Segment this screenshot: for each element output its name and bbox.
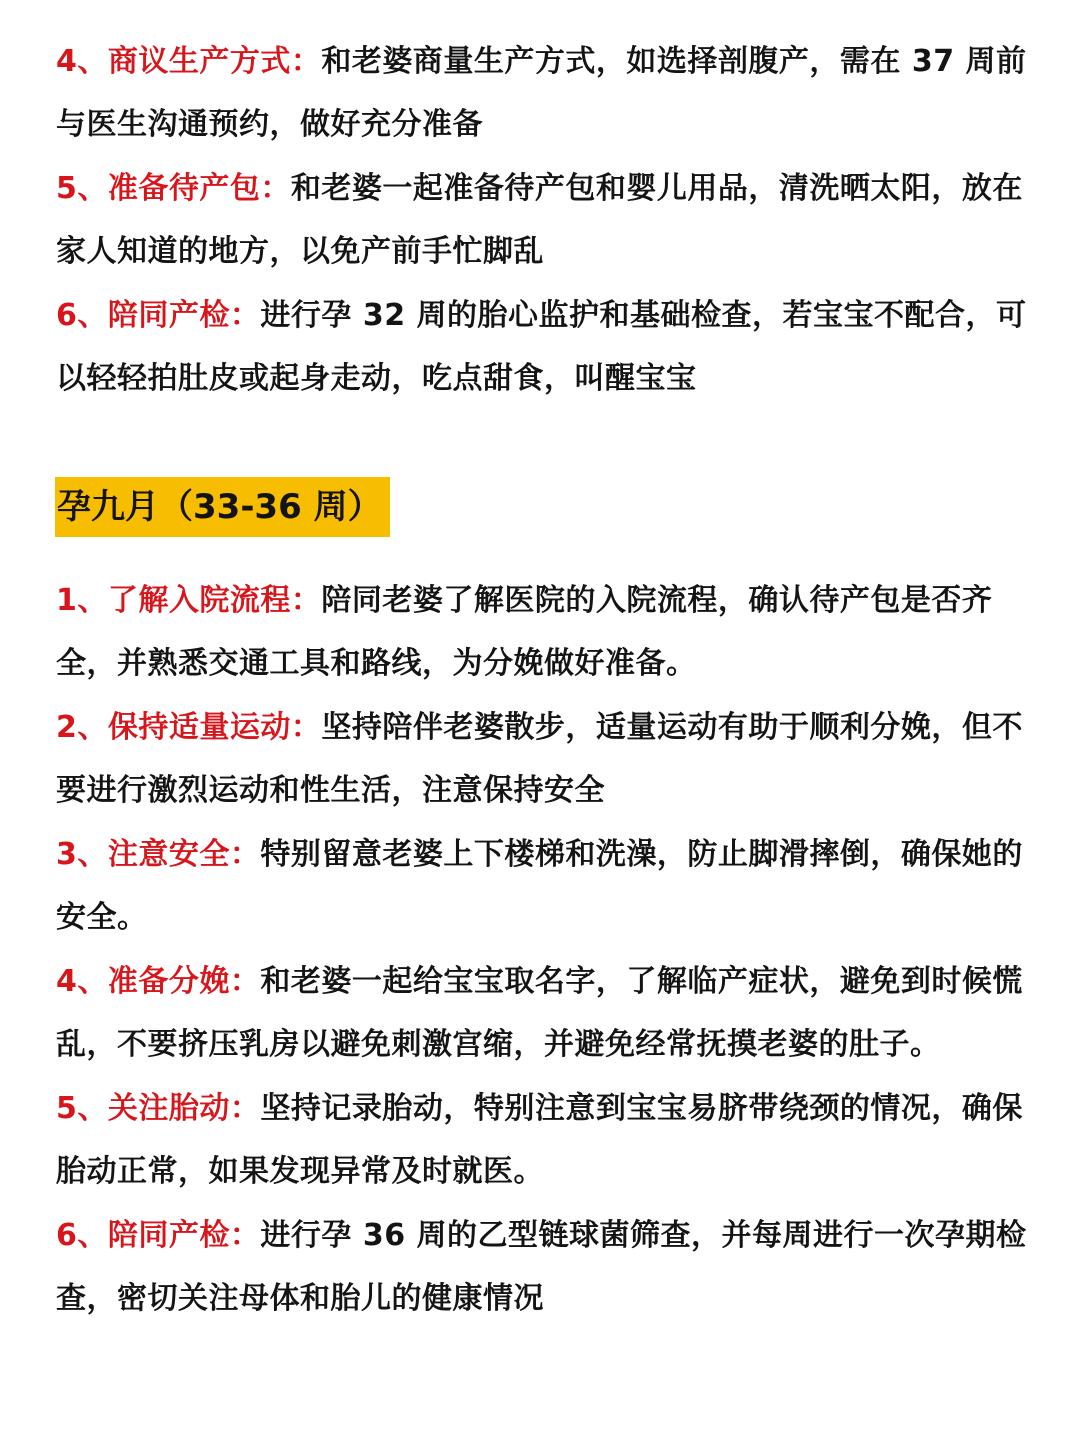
item-label: 准备分娩： bbox=[107, 964, 261, 999]
item-label: 陪同产检： bbox=[107, 1218, 261, 1253]
item-text: 坚持记录胎动，特别注意到宝宝易脐带绕颈的情况，确保胎动正常，如果发现异常及时就医。 bbox=[56, 1091, 1023, 1189]
item-label: 了解入院流程： bbox=[107, 583, 322, 618]
item-text: 和老婆一起给宝宝取名字，了解临产症状，避免到时候慌乱，不要挤压乳房以避免刺激宫缩，并避免经常抚摸老婆的肚子。 bbox=[56, 964, 1023, 1062]
list-item bbox=[56, 569, 1041, 695]
item-number: 6、 bbox=[56, 298, 108, 333]
item-number: 1、 bbox=[56, 583, 108, 618]
item-text: 特别留意老婆上下楼梯和洗澡，防止脚滑摔倒，确保她的安全。 bbox=[56, 837, 1023, 935]
section-title-month9: 孕九月（33-36 周） bbox=[55, 477, 390, 537]
item-text: 和老婆一起准备待产包和婴儿用品，清洗晒太阳，放在家人知道的地方，以免产前手忙脚乱 bbox=[56, 171, 1023, 269]
item-text: 和老婆商量生产方式，如选择剖腹产，需在 37 周前与医生沟通预约，做好充分准备 bbox=[56, 44, 1027, 142]
item-number: 5、 bbox=[56, 171, 108, 206]
item-text: 进行孕 32 周的胎心监护和基础检查，若宝宝不配合，可以轻轻拍肚皮或起身走动，吃点甜食，叫醒宝宝 bbox=[56, 298, 1027, 396]
list-item bbox=[56, 1204, 1041, 1330]
item-text: 进行孕 36 周的乙型链球菌筛查，并每周进行一次孕期检查，密切关注母体和胎儿的健康情况 bbox=[56, 1218, 1027, 1316]
item-label: 关注胎动： bbox=[107, 1091, 261, 1126]
item-label: 保持适量运动： bbox=[107, 710, 322, 745]
item-number: 4、 bbox=[56, 44, 108, 79]
list-item bbox=[56, 696, 1041, 822]
item-number: 3、 bbox=[56, 837, 108, 872]
item-label: 陪同产检： bbox=[107, 298, 261, 333]
item-label: 注意安全： bbox=[107, 837, 261, 872]
list-item bbox=[56, 157, 1041, 283]
item-label: 准备待产包： bbox=[107, 171, 291, 206]
item-number: 5、 bbox=[56, 1091, 108, 1126]
list-item bbox=[56, 284, 1041, 410]
item-number: 6、 bbox=[56, 1218, 108, 1253]
item-text: 坚持陪伴老婆散步，适量运动有助于顺利分娩，但不要进行激烈运动和性生活，注意保持安全 bbox=[56, 710, 1023, 808]
item-number: 2、 bbox=[56, 710, 108, 745]
list-item bbox=[56, 30, 1041, 156]
list-item bbox=[56, 950, 1041, 1076]
item-number: 4、 bbox=[56, 964, 108, 999]
item-text: 陪同老婆了解医院的入院流程，确认待产包是否齐全，并熟悉交通工具和路线，为分娩做好准备。 bbox=[56, 583, 993, 681]
list-item bbox=[56, 1077, 1041, 1203]
list-item bbox=[56, 823, 1041, 949]
item-label: 商议生产方式： bbox=[107, 44, 322, 79]
